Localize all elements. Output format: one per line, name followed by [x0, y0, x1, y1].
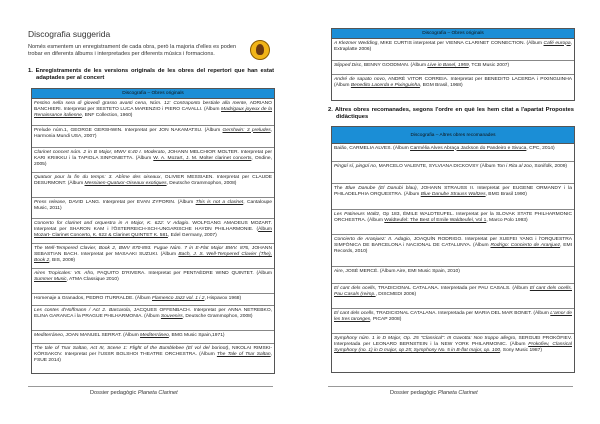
entry-text: , Sonifolk, 2009) — [531, 163, 568, 169]
entry-text: Press release — [34, 199, 65, 205]
table-row — [32, 294, 274, 306]
table-row — [32, 331, 274, 344]
album-title: Àlbum Mozart- Clarinet Concerto, K. 622 & Clarinet QUINTET K. 581 — [34, 226, 272, 239]
entry-text: , FSUE 2014) — [34, 351, 272, 364]
entry-text: , ATMA Classique 2010) — [66, 276, 119, 282]
right-page — [300, 0, 600, 424]
album-title: Blue Danube Strauss Waltzes — [420, 191, 486, 197]
entry-text: Aires Tropicales: VII. Afro — [34, 270, 94, 276]
entry-text: A Klezmer Wedding — [334, 40, 378, 46]
table-row — [32, 99, 274, 126]
entry-text: , BMG Music Spain,1971) — [168, 332, 225, 338]
album-title: Flamenco Jazz vol. 1 i 2 — [151, 295, 205, 301]
entry-text: , TRADICIONAL CATALANA. Interpretada per PAU CASALS. (Àlbum — [374, 285, 530, 291]
entry-text: , BNF Collection, 1960) — [81, 113, 133, 119]
entry-text: , MARCELO VALENTE, SYLVIANA DICKOVSY (Àlbum — [375, 163, 497, 169]
table-row — [32, 126, 274, 148]
entry-text: , SERGUEI PROKÒFIEV. Interpretada per LEONARD BERNSTEIN i la NEW YORK PHILARMONIC. (Àlbum — [334, 335, 572, 347]
footer-title: Planeta Clarinet — [437, 390, 478, 396]
entry-text: , JACQUES OFFENBACH. Interpretat per ANNA NETREBKO, ELINA GARANCA i la PRAGUE PHILHARMONIA. (Àlbum — [34, 307, 272, 319]
entry-text: , Marco Polo 1993) — [486, 217, 528, 223]
entry-text: , BENNY GOODMAN. (Àlbum — [361, 62, 428, 68]
entry-text: , JOAN MANUEL SERRAT. (Àlbum — [62, 332, 141, 338]
entry-text: , OLIVIER MESSIAEN. Interpretat per CLAUDE DESURMONT. (Àlbum — [34, 174, 272, 186]
entry-text: Slipped Disc — [334, 62, 362, 68]
entry-text: Festino nella sera di giovedì grasso avanti cena, Núm. 12: Contraponto bestiale alla mente — [34, 100, 247, 106]
table-row — [332, 144, 574, 162]
table-row — [32, 306, 274, 331]
table-row — [32, 198, 274, 219]
table-header: Discografia – Obres originals — [332, 29, 574, 39]
album-title: Benedito Lacerda e Pixinguinha — [350, 82, 420, 88]
table-row — [332, 39, 574, 61]
entry-text: , JOHANN SEBASTIAN BACH. Interpretat per MASAAKI SUZUKI. (Àlbum — [34, 245, 272, 257]
entry-text: Les Patineurs Waltz — [334, 211, 380, 217]
entry-text: , MIKE CURTIS interpretat per VIENNA CLARINET CONNECTION. (Àlbum — [377, 40, 544, 46]
entry-text: Prelude núm.1 — [34, 127, 67, 133]
entry-text: , PAQUITO D'RIVERA. Interpretat per PENTAÈDRE WIND QUINTET. (Àlbum — [93, 270, 272, 276]
entry-text: Symphony núm. 1 in D Major, Op. 25 "Classical": III Gavotta: Non troppo allegro — [334, 335, 516, 341]
entry-text: , PICAP 2008) — [370, 316, 402, 322]
entry-text: , Op 183, ÉMILE WALDTEUFEL. Interpretat per la SLOVAK STATE PHILHARMONIC ORCHESTRA. (Àlbum — [334, 211, 572, 223]
entry-text: , BMG Brasil 1990) — [485, 191, 527, 197]
section-heading-2: 2. Altres obres recomanades, segons l'ordre en què les hem citat a l'apartat Propostes didàctiques — [328, 107, 574, 121]
table-row — [332, 334, 574, 372]
album-title: Live in Basel, 1959 — [427, 62, 469, 68]
entry-text: , Hispavox 1968) — [204, 295, 242, 301]
recommended-table — [331, 126, 575, 373]
entry-text: , JOHANN STRAUSS II. Interpretat per EUGENE ORMANDY i la PHILADELPHIA ORQUESTRA. (Àlbum — [334, 185, 572, 197]
originals-table — [31, 88, 275, 374]
footer-title: Planeta Clarinet — [137, 390, 178, 396]
table-row — [32, 148, 274, 173]
entry-text: , CARMELIA ALVES. (Àlbum — [346, 145, 411, 151]
entry-text: , ADRIANO BANCHIERI. Interpretat per SESTETO LUCA MARENZIO i PIERO CAVALLI. (Àlbum — [34, 100, 272, 112]
table-row — [32, 173, 274, 198]
table-row — [32, 344, 274, 373]
entry-text: , JOAQUÍN RODRIGO. Interpretat per XUEFEI YANG i l'ORQUESTRA SIMFÒNICA DE BARCELONA i NACIONAL DE CATALUNYA. (Àlbum — [334, 236, 572, 248]
entry-text: , Deutsche Grammophon, 2008) — [182, 313, 253, 319]
entry-text: The — [334, 185, 346, 191]
footer-prefix: Dossier pedagògic — [90, 390, 138, 396]
entry-text: The tale of Tsar Saltan, Act III, Scene 1: Flight of the Bumblebee (El vol del borinot) — [34, 345, 229, 351]
entry-text: Concierto de Aranjuez: II. Adagio — [334, 236, 410, 242]
table-row — [332, 162, 574, 184]
table-row — [32, 219, 274, 244]
album-title: Bach, J. S. Well-Tempered Clavier (The), Book 2 — [34, 251, 272, 264]
clarinet-logo-icon — [250, 40, 270, 60]
entry-text: . WOLFGANG AMADEUS MOZART. Interpretat per SHARON KAM i l'ÖSTERREICH-SCH-UNGARISCHE HAYDN PHILHARMONIE. ( — [34, 220, 272, 232]
album-title: Café europa — [543, 40, 571, 46]
entry-text: , CPC, 2014) — [526, 145, 555, 151]
entry-text: , BIS, 2009) — [49, 258, 76, 264]
footer-divider — [328, 386, 573, 387]
table-row — [332, 309, 574, 334]
album-title: W. A. Mozart, J. M. Molter clarinet concerts — [153, 155, 252, 161]
table-row — [332, 267, 574, 284]
footer-prefix: Dossier pedagògic — [390, 390, 438, 396]
entry-text: Pingüí sí, pingüí no — [334, 163, 376, 169]
entry-text: , GEORGE GERSHWIN. Interpretat per JON NAKAMATSU. (Àlbum — [66, 127, 223, 133]
album-title: Rodrigo: Concierto de Aranjuez — [490, 242, 561, 248]
album-title: L'amor de les tres taronges — [334, 310, 572, 322]
table-row — [332, 184, 574, 210]
entry-text: Baião — [334, 145, 347, 151]
entry-text: , DISCMEDI 2006) — [375, 291, 417, 297]
entry-text: Ton i Rita al zoo — [496, 163, 532, 169]
table-row — [32, 244, 274, 269]
album-title: This is not a clarinet — [195, 199, 244, 205]
intro-text: Només esmentem un enregistrament de cada obra, però la majoria d'elles es poden trobar en diferents àlbums i interpretades per diferents músics i formacions. — [28, 44, 237, 58]
album-title: The Tale of Tsar Saltan — [216, 351, 271, 357]
entry-text: , Edel Germany, 2007) — [167, 233, 217, 239]
table-row — [332, 284, 574, 309]
footer — [390, 390, 478, 396]
section-heading-1: 1. Enregistraments de les versions originals de les obres del repertori que han estat adaptades per al concert — [28, 68, 274, 82]
entry-text: Mediterráneo — [34, 332, 63, 338]
album-title: Summer Music — [34, 276, 67, 282]
entry-text: , Harmonia Mundi USA, 2007) — [34, 127, 272, 139]
album-title: Waldteufel: The Best of Emile Waldteufel, Vol 1 — [384, 217, 487, 223]
table-row — [332, 210, 574, 235]
entry-text: , DAVID LANG. Interpretat per EVAN ZYPORIN. (Àlbum — [64, 199, 196, 205]
entry-text: Clarinet concert núm. 2 in B Major, MWV 6:40 I. Moderato — [34, 149, 165, 155]
album-title: Gershwin: 3 preludes — [222, 127, 271, 133]
footer — [90, 390, 178, 396]
album-title: Mediterráneo — [140, 332, 169, 338]
entry-text: , NIKOLAI RIMSKI-KÒRSAKOV. Interpretat per l'USSR BOLSHOI THEATRE ORCHESTRA. (Àlbum — [34, 345, 273, 357]
entry-text: , TRADICIONAL CATALANA. Interpretada per MARIA DEL MAR BONET. (Àlbum — [373, 310, 551, 316]
entry-text: , JOSÉ MERCÉ. (Àlbum Aire, EMI Music Spain, 2010) — [342, 268, 460, 274]
album-title: Messiaen-Quatuor-Oiseaux exotiques — [84, 180, 167, 186]
entry-text: , EMI Records, 2010) — [334, 242, 572, 255]
entry-text: , TCB Music 2007) — [468, 62, 510, 68]
entry-text: Quatuor pour la fin du temps: 3. Abîme des oiseaux — [34, 174, 161, 180]
entry-text: , BGM Brasil, 1968) — [419, 82, 463, 88]
album-title: Madrigaux joyeux de la Renaissance italienne — [34, 106, 273, 119]
entry-text: , ANDRÉ VITOR CORREIA. Interpretat per BENEDITO LACERDA i PIXINGUINHA (Àlbum — [334, 76, 573, 88]
entry-text: , Cantaloupe Music, 2011) — [34, 199, 272, 211]
entry-text: El cant dels ocells — [334, 285, 375, 291]
album-title: El cant dels ocells. Pau Casals (reimp. — [334, 285, 572, 297]
entry-text: The Well-Tempered Clavier, Book 2, BWV 870-893. Fugue Núm. 7 in E-Flat Major BWV. 876 — [34, 245, 249, 251]
entry-text: Concerto for clarinet and orquestra in A Major, K. 622: V Adagio — [34, 220, 189, 226]
entry-text: , Extraplatte 2006) — [334, 40, 572, 52]
page-title: Discografia suggerida — [28, 29, 111, 39]
entry-text: Les contes d'Hoffmann / Act 2. Barcarola — [34, 307, 130, 313]
entry-text: , PEDRO ITURRALDE. (Àlbum — [83, 295, 152, 301]
album-title: Carmélia Alves Abraça Jackson do Pandeiro e Sivuca — [410, 145, 527, 151]
entry-text: André de sapato novo — [334, 76, 385, 82]
entry-text: El cant dels ocells — [334, 310, 374, 316]
originals-table-continued — [331, 28, 575, 101]
table-row — [32, 269, 274, 294]
table-row — [332, 61, 574, 75]
entry-text: , Sony Music 1987) — [500, 348, 542, 354]
entry-text: Aire — [334, 268, 343, 274]
entry-text: , Deutsche Grammophon, 2008) — [166, 180, 237, 186]
footer-divider — [28, 386, 273, 387]
entry-text: , JOHANN MELCHIOR MOLTER. Interpretat per KARI KRIIKKU i la TAPIOLA SINFONIETTA. (Àlbum — [34, 149, 272, 161]
entry-text: Blue Danube (El Danubi blau) — [345, 185, 417, 191]
album-title: Souvenirs — [160, 313, 183, 319]
album-title: Prokofiev, Classical Symphony (no. 1) in D major, op 25; Symphony No. 5 in B-flat major, op. 100 — [334, 341, 572, 354]
table-header: Discografia – Obres originals — [32, 89, 274, 99]
entry-text: Homenaje a Granados — [34, 295, 84, 301]
table-row — [332, 75, 574, 100]
table-row — [332, 235, 574, 267]
entry-text: , Ondine, 2005) — [34, 155, 272, 168]
table-header: Discografia – Altres obres recomanades — [332, 127, 574, 144]
